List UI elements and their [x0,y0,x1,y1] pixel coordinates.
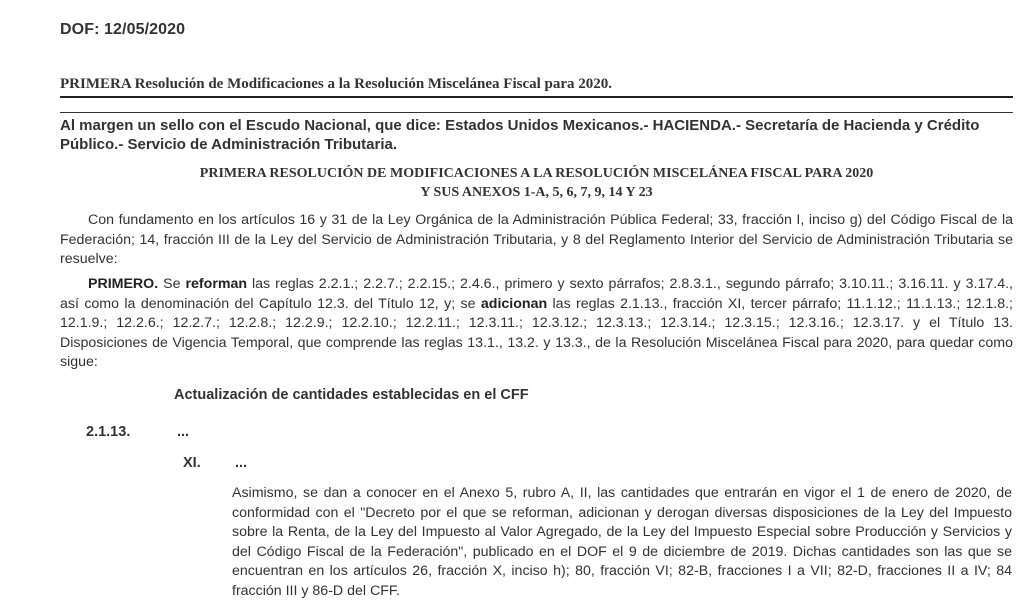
primero-text-3: las reglas 2.1.13., fracción XI, tercer párrafo; 11.1.12.; 11.1.13.; 12.1.8.; 12.1.9.; 12.2.6.; 12.2.7.; 12.2.8.; 12.2.9.; 12.2.10.; 12.2.11.; 12.3.11.; 12.3.12.; 12.3.13.; 12.3.14.; 12.3.15.; 12.3.16.; 12.3.17. y el Título 13. Disposiciones de Vigencia Temporal, que comprende las reglas 13.1., 13.2. y 13.3., de la Resolución Miscelánea Fiscal para 2020, para quedar como sigue: [60,295,1013,371]
fraction-ellipsis: ... [235,455,248,471]
paragraph-fundamento: Con fundamento en los artículos 16 y 31 de la Ley Orgánica de la Administración Pública Federal; 33, fracción I, inciso g) del Código Fiscal de la Federación; 14, fracción III de la Ley del Servicio de Administración Tributaria, y 8 del Reglamento Interior del Servicio de Administración Tributaria se resuelve: [60,212,1013,268]
primero-text-1: Se [158,276,186,292]
resolution-heading-line-1: PRIMERA RESOLUCIÓN DE MODIFICACIONES A LA RESOLUCIÓN MISCELÁNEA FISCAL PARA 2020 [199,166,874,181]
section-divider [60,112,1013,113]
resolution-heading-line-2: Y SUS ANEXOS 1-A, 5, 6, 7, 9, 14 Y 23 [420,185,653,200]
resolution-heading [60,164,1013,202]
rule-number: 2.1.13. [86,424,131,440]
primero-label: PRIMERO. [88,276,159,292]
primero-text-2: las reglas 2.2.1.; 2.2.7.; 2.2.15.; 2.4.6., primero y sexto párrafos; 2.8.3.1., segundo párrafo; 3.10.11.; 3.16.11. y 3.17.4., así como la denominación del Capítulo 12.3. del Título 12, y; se [60,276,1013,312]
paragraph-asimismo: Asimismo, se dan a conocer en el Anexo 5, rubro A, II, las cantidades que entrarán en vigor el 1 de enero de 2020, de conformidad con el "Decreto por el que se reforman, adicionan y derogan diversas disposiciones de la Ley del Impuesto sobre la Renta, de la Ley del Impuesto al Valor Agregado, de la Ley del Impuesto Especial sobre Producción y Servicios y del Código Fiscal de la Federación", publicado en el DOF el 9 de diciembre de 2019. Dichas cantidades son las que se encuentran en los artículos 26, fracción X, inciso h); 80, fracción VI; 82-B, fracciones I a VII; 82-D, fracciones II a IV; 84 fracción III y 86-D del CFF. [232,485,1012,599]
rule-ellipsis: ... [177,424,190,440]
paragraph-primero [60,275,1013,373]
fraction-number: XI. [183,455,201,471]
dof-date: DOF: 12/05/2020 [60,21,186,38]
adicionan-keyword: adicionan [480,295,548,312]
section-heading: Actualización de cantidades establecidas en el CFF [174,387,529,403]
document-title: PRIMERA Resolución de Modificaciones a la Resolución Miscelánea Fiscal para 2020. [60,76,1013,98]
margin-note: Al margen un sello con el Escudo Nacional, que dice: Estados Unidos Mexicanos.- HACIENDA.- Secretaría de Hacienda y Crédito Público.- Servicio de Administración Tributaria. [60,117,980,153]
title-block [60,76,1013,98]
reforman-keyword: reforman [185,276,248,292]
